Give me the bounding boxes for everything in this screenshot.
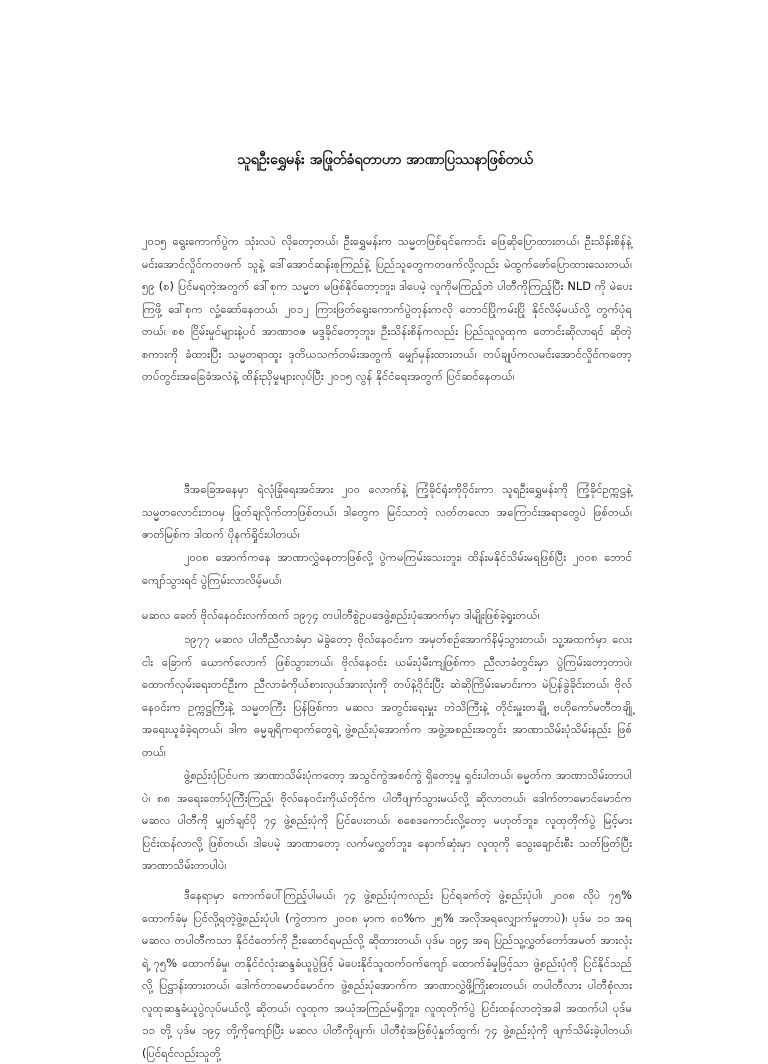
paragraph-3: ၂၀၀၈ အောက်ကနေ အာဏာလွှဲနေတာဖြစ်လို့ ပွဲကမကြမ်းသေးဘူး၊ ထိန်းမနိုင်သိမ်းမရဖြစ်ပြီး ၂၀၀၈ ဘောင်ကျော်သွားရင် ပွဲကြမ်းလာလိမ့်မယ်၊	[142, 550, 632, 587]
paragraph-4: မဆလ ခေတ် ဗိုလ်နေဝင်းလက်ထက် ၁၉၇၄ တပါတီစွဲဥပဒေဖွဲ့စည်းပုံအောက်မှာ ဒါမျိုးဖြစ်ခဲ့ရှုးတယ်၊	[142, 608, 540, 622]
paragraph-7: ဒီနေရာမှာ ကောက်ပေါ်ကြည့်ပါမယ်၊ ၇၄ ဖွဲ့စည်းပုံကလည်း ပြင်ရခက်တဲ့ ဖွဲ့စည်းပုံပါ၊ ၂၀၀၈ လိုပဲ ၇၅% ထောက်ခံမှ ပြင်လို့ရတဲ့ဖွဲ့စည်းပုံပါ၊ (ကွဲတာက ၂၀၀၈ မှာက ၈ဝ%က ၂၅% အလိုအရလျှောက်မှုတာပဲ)၊ ပုဒ်မ ၁၁ အရ မဆလ တပါတီကသာ နိုင်ငံတော်ကို ဦးဆောင်ရမည်လို့ ဆိုထားတယ်၊ ပုဒ်မ ၁၉၄ အရ ပြည်သူ့လွှတ်တော်အမတ် အားလုံးရဲ့ ၇၅% ထောက်ခံမှု၊ တနိုင်ငံလုံးဆန္ဒခံယူပွဲဖြင့် မဲပေးနိုင်သူထက်ဝက်ကျော် ထောက်ခံမှုဖြင့်သာ ဖွဲ့စည်းပုံကို ပြင်နိုင်သည်လို့ ပြဋ္ဌာန်းထားတယ်၊ ဒေါက်တာမောင်မောင်က ဖွဲ့စည်းပုံအောက်က အာဏာလွှဲဖို့ကြိုးစားတယ်၊ တပါတီလား ပါတီစုံလား လူထုဆန္ဒခံယူပွဲလုပ်မယ်လို့ ဆိုတယ်၊ လူထုက အယုံအကြည်မရှိဘူး၊ လူထုတိုက်ပွဲ ပြင်းထန်လာတဲ့အခါ အထက်ပါ ပုဒ်မ ၁၁ တို့ ပုဒ်မ ၁၉၄ တို့ကိုကျော်ပြီး မဆလ ပါတီကိုဖျက်၊ ပါတီစုံအဖြစ်ပုံနှုတ်ထွက်၊ ၇၄ ဖွဲ့စည်းပုံကို ဖျက်သိမ်းခဲ့ပါတယ်၊ (ပြင်ရင်လည်းသူတို့	[142, 888, 632, 1060]
paragraph-1: ၂၀၁၅ ရွေးကောက်ပွဲက သုံးလပဲ လိုတော့တယ်၊ ဦးရွှေမန်းက သမ္မတဖြစ်ရင်ကောင်း ဖြေဆိုပြောထားတယ်၊ ဦးသိန်းစိန်နဲ့ မင်းအောင်လှိုင်ကတဖက် သူနဲ့ ဒေါ်အောင်ဆန်းစုကြည်နဲ့ ပြည်သူတွေကတဖက်လို့လည်း မဲထွက်ဖော်ပြောထားသေးတယ်၊ ၅၉ (စ) ပြင်မရတဲ့အတွက် ဒေါ်စုက သမ္မတ မဖြစ်နိုင်တော့ဘူး၊ ဒါပေမဲ့ လူကိုမကြည့်ဘဲ ပါတီကိုကြည့်ပြီး NLD ကို မဲပေးကြဖို့ ဒေါ်စုက လှုံ့ဆော်နေတယ်၊ ၂၀၁၂ ကြားဖြတ်ရွေးကောက်ပွဲတုန်းကလို တောင်ပြိုကမ်းပြို နိုင်လိမ့်မယ်လို့ တွက်ပုံရတယ်၊ စစ ငြိမ်းမှုင်များနဲ့ပင် အာဏာဝဇ မဒ္ဒခိုင်တော့ဘူး၊ ဦးသိန်းစိန်ကလည်း ပြည်သူလူထုက တောင်းဆိုလာရင် ဆိုတဲ့စကားကို ခံထားပြီး သမ္မတရာထူး ဒုတိယသက်တမ်းအတွက် မျှော်မှန်းထားတယ်၊ တပ်ချုပ်ကလမင်းအောင်လှိုင်ကတော့ တပ်တွင်းအခြေခံအလံနဲ့ ထိန်းညှိမှုများလုပ်ပြီး ၂၀၁၅ လွန် နိုင်ငံရေးအတွက် ပြင်ဆင်နေတယ်၊	[142, 234, 632, 383]
paragraph-5: ၁၉၇၇ မဆလ ပါတီညီလာခံမှာ မဲခွဲတော့ ဗိုလ်နေဝင်းက အမှတ်စဉ်အောက်နိမ့်သွားတယ်၊ သူ့အထက်မှာ လေး ငါး ခြောက် ယောက်လောက် ဖြစ်သွားတယ်၊ ဗိုလ်နေဝင်း ယမ်းပုံမီးကျဖြစ်ကာ ညီလာခံတွင်းမှာ ပွဲကြမ်းတော့တာပဲ၊ ထောက်လှမ်းရေးတင်ဦးက ညီလာခံကိုယ်စားလှယ်အားလုံးကို တပ်နဲ့ဝိုင်းပြီး ဆဲဆိုကြိမ်းမောင်းကာ မဲပြန်ခွဲခိုင်းတယ်၊ ဗိုလ်နေဝင်းက ဥက္ကဋ္ဌကြီးနဲ့ သမ္မတကြီး ပြန်ဖြစ်ကာ မဆလ အတွင်းရေးမှူး တဲသိကြီးနဲ့ တိုင်းမှူးတချို့ ဗဟိုကော်မတီတချို့ အရေးယူခံခဲ့ရတယ်၊ ဒါက ဓမ္မချရိကရာက်တွေရဲ့ ဖွဲ့စည်းပုံအောက်က အဖွဲ့အစည်းအတွင်း အာဏာသိမ်းပုံသိမ်းနည်း ဖြစ်တယ်၊	[142, 632, 632, 759]
article-title: သူရဦးရွှေမန်း အဖြုတ်ခံရတာဟာ အာဏာပြဿနာဖြစ်တယ်	[237, 152, 533, 168]
paragraph-2: ဒီအခြေအနေမှာ ရဲလုံခြုံရေးအင်အား ၂၀၀ လောက်နဲ့ ကြံ့ခိုင်ရုံးကိုဝိုင်းကာ သူရဦးရွှေမန်းကို ကြံ့ခိုင်ဥက္ကဋ္ဌနဲ့ သမ္မတလောင်းဘဝမှ ဖြုတ်ချလိုက်တာဖြစ်တယ်၊ ဒါတွေက မြင်သာတဲ့ လတ်တလော အကြောင်းအရာတွေပဲ ဖြစ်တယ်၊ ဇာတ်မြစ်က ဒါထက် ပိုနက်ရှိုင်းပါတယ်၊	[142, 482, 632, 541]
paragraph-6: ဖွဲ့စည်းပုံပြင်ပက အာဏာသိမ်းပုံကတော့ အသွင်ကွဲအစင်ကွဲ ရှိတော့မှု ရှင်းပါတယ်၊ ဓမ္မတ်က အာဏာသိမ်းတာပါပဲ၊ ၈၈ အရေးတော်ပုံကြီးကြည့်၊ ဗိုလ်နေဝင်းကိုယ်တိုင်က ပါတီဖျက်သွားမယ်လို့ ဆိုလာတယ်၊ ဒေါက်တာမောင်မောင်က မဆလ ပါတီကို မျှတ်ချင်ပို ၇၄ ဖွဲ့စည်းပုံကို ပြင်ပေးတယ်၊ စစေဒကောင်းလို့တော့ မဟုတ်ဘူး၊ လူထုတိုက်ပွဲ မြင့်မားပြင်းထန်လာလို့ ဖြစ်တယ်၊ ဒါပေမဲ့ အာဏာတော့ လက်မလွှတ်ဘူး၊ နောက်ဆုံးမှာ လူထုကို သွေးချောင်းစီး သတ်ဖြတ်ပြီး အာဏာသိမ်းတာပါပဲ၊	[142, 768, 632, 872]
